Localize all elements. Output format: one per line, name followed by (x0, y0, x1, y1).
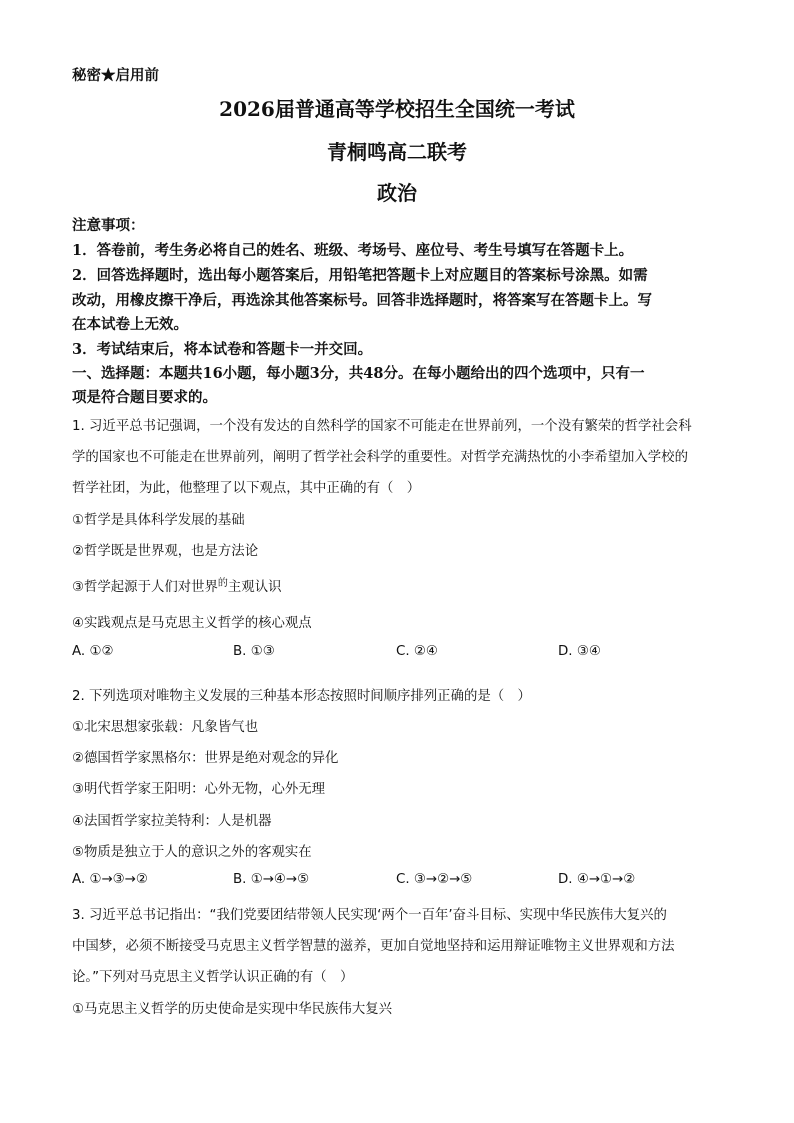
q1-statement-1: ①哲学是具体科学发展的基础 (72, 513, 245, 528)
q1-option-b: B. ①③ (233, 644, 275, 659)
q1-stem-line-2: 学的国家也不可能走在世界前列，阐明了哲学社会科学的重要性。对哲学充满热忱的小李希望加入学校的 (72, 450, 688, 465)
q1-option-d: D. ③④ (558, 644, 601, 659)
q1-statement-3-part-a: ③哲学起源于人们对世界 (72, 580, 218, 595)
q2-option-a: A. ①→③→② (72, 872, 148, 887)
notice-item-2-line-3: 在本试卷上无效。 (72, 316, 188, 333)
notice-item-2-line-1: 2．回答选择题时，选出每小题答案后，用铅笔把答题卡上对应题目的答案标号涂黑。如需 (72, 267, 648, 284)
q2-statement-4: ④法国哲学家拉美特利：人是机器 (72, 814, 272, 829)
exam-subtitle: 青桐鸣高二联考 (327, 140, 467, 164)
q1-stem-line-3: 哲学社团，为此，他整理了以下观点，其中正确的有（ ） (72, 481, 421, 496)
q2-statement-3: ③明代哲学家王阳明：心外无物，心外无理 (72, 782, 326, 797)
q1-option-c: C. ②④ (396, 644, 438, 659)
q2-options (72, 872, 732, 892)
q1-statement-4: ④实践观点是马克思主义哲学的核心观点 (72, 616, 312, 631)
q3-stem-line-1: 3. 习近平总书记指出：“我们党要团结带领人民实现‘两个一百年’奋斗目标、实现中华民族伟大复兴的 (72, 908, 667, 923)
q1-stem-line-1: 1. 习近平总书记强调，一个没有发达的自然科学的国家不可能走在世界前列，一个没有繁荣的哲学社会科 (72, 419, 692, 434)
notice-item-1: 1．答卷前，考生务必将自己的姓名、班级、考场号、座位号、考生号填写在答题卡上。 (72, 242, 634, 259)
q1-options (72, 644, 732, 664)
section-heading-line-2: 项是符合题目要求的。 (72, 389, 217, 406)
q1-option-a: A. ①② (72, 644, 114, 659)
q3-stem-line-3: 论。”下列对马克思主义哲学认识正确的有（ ） (72, 970, 354, 985)
notice-item-3: 3．考试结束后，将本试卷和答题卡一并交回。 (72, 341, 373, 358)
notice-item-2-line-2: 改动，用橡皮擦干净后，再选涂其他答案标号。回答非选择题时，将答案写在答题卡上。写 (72, 292, 652, 309)
q3-statement-1: ①马克思主义哲学的历史使命是实现中华民族伟大复兴 (72, 1002, 392, 1017)
q2-option-c: C. ③→②→⑤ (396, 872, 473, 887)
exam-title: 2026届普通高等学校招生全国统一考试 (219, 97, 575, 121)
subject-title: 政治 (377, 181, 417, 205)
q1-statement-3-part-b: 的 (217, 578, 228, 589)
q2-option-d: D. ④→①→② (558, 872, 636, 887)
notice-heading: 注意事项： (72, 217, 145, 234)
q1-statement-2: ②哲学既是世界观，也是方法论 (72, 544, 259, 559)
q3-stem-line-2: 中国梦，必须不断接受马克思主义哲学智慧的滋养，更加自觉地坚持和运用辩证唯物主义世界观和方法 (72, 939, 675, 954)
q1-statement-3 (72, 576, 281, 595)
confidential-mark: 秘密★启用前 (72, 67, 159, 84)
q2-option-b: B. ①→④→⑤ (233, 872, 310, 887)
q1-statement-3-part-c: 主观认识 (227, 580, 282, 595)
section-heading-line-1: 一、选择题：本题共16小题，每小题3分，共48分。在每小题给出的四个选项中，只有一 (72, 365, 645, 382)
q2-statement-2: ②德国哲学家黑格尔：世界是绝对观念的异化 (72, 751, 339, 766)
q2-statement-5: ⑤物质是独立于人的意识之外的客观实在 (72, 845, 312, 860)
q2-stem: 2. 下列选项对唯物主义发展的三种基本形态按照时间顺序排列正确的是（ ） (72, 689, 531, 704)
q2-statement-1: ①北宋思想家张载：凡象皆气也 (72, 720, 259, 735)
